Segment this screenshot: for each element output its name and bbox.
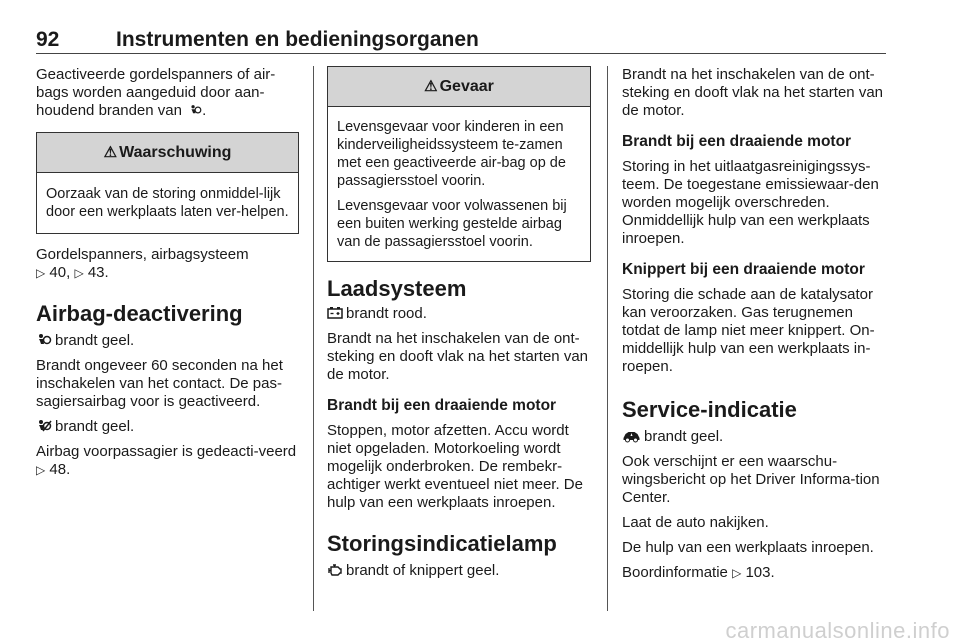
car-service-icon	[622, 429, 641, 443]
charging-paragraph: Brandt na het inschakelen van de ont-steking en dooft vlak na het starten van de motor.	[327, 330, 588, 383]
section-heading-service-indicatie: Service-indicatie	[622, 397, 797, 422]
column-1	[36, 66, 299, 479]
column-divider-1	[313, 66, 314, 611]
subheading-knippert-draaiende-motor: Knippert bij een draaiende motor	[622, 261, 865, 278]
reference-link-1[interactable]: 40	[49, 264, 67, 281]
page-number: 92	[36, 28, 60, 51]
airbag-off-indicator-icon	[36, 419, 52, 433]
reference-link-2[interactable]: 43	[87, 264, 105, 281]
header-divider	[36, 53, 886, 54]
airbag-paragraph-2: Airbag voorpassagier is gedeacti-veerd ▷ 48.	[36, 443, 297, 478]
engine-check-icon	[327, 563, 343, 577]
reference-arrow-icon: ▷	[732, 566, 742, 580]
danger-text-2: Levensgevaar voor volwassenen bij een buiten werking gestelde airbag van de passagiersstoel voorin.	[337, 198, 567, 250]
engine-lamp-paragraph: Brandt na het inschakelen van de ont-steking en dooft vlak na het starten van de motor.	[622, 66, 883, 119]
engine-status-line: brandt of knippert geel.	[327, 562, 591, 580]
emission-paragraph: Storing in het uitlaatgasreinigingssys-teem. De toegestane emissiewaar-den worden mogelijk overschreden. Onmiddellijk hulp van een werkplaats inroepen.	[622, 158, 879, 247]
column-3	[622, 66, 888, 582]
reference-arrow-icon: ▷	[36, 463, 46, 477]
service-paragraph-1: Ook verschijnt er een waarschu-wingsbericht op het Driver Informa-tion Center.	[622, 453, 880, 506]
section-heading-airbag-deactivering: Airbag-deactivering	[36, 301, 243, 326]
airbag-paragraph-1: Brandt ongeveer 60 seconden na het inschakelen van het contact. De pas-sagiersairbag voor is geactiveerd.	[36, 357, 283, 410]
battery-icon	[327, 306, 343, 320]
subheading-brandt-draaiende-motor: Brandt bij een draaiende motor	[622, 133, 852, 150]
reference-link-4[interactable]: 103	[745, 564, 771, 581]
battery-status-line: brandt rood.	[327, 305, 591, 323]
airbag-indicator-icon	[36, 333, 52, 347]
warning-triangle-icon: ⚠	[424, 78, 438, 95]
subheading-draaiende-motor: Brandt bij een draaiende motor	[327, 397, 557, 414]
service-status-line: brandt geel.	[622, 428, 888, 446]
reference-arrow-icon: ▷	[36, 266, 46, 280]
danger-box-header: ⚠ Gevaar	[328, 67, 590, 107]
page-header	[36, 28, 886, 54]
watermark: carmanualsonline.info	[725, 618, 950, 643]
warning-triangle-icon: ⚠	[103, 144, 118, 161]
danger-box	[327, 66, 591, 262]
warning-text: Oorzaak van de storing onmiddel-lijk door een werkplaats laten ver-helpen.	[46, 186, 289, 220]
airbag-indicator-icon	[189, 103, 202, 117]
service-paragraph-2: Laat de auto nakijken.	[622, 514, 769, 531]
page-title: Instrumenten en bedieningsorganen	[116, 28, 479, 51]
column-divider-2	[607, 66, 608, 611]
section-heading-laadsysteem: Laadsysteem	[327, 276, 467, 301]
service-paragraph-4: Boordinformatie ▷ 103.	[622, 564, 775, 581]
warning-box-header: ⚠ Waarschuwing	[37, 133, 298, 173]
reference-arrow-icon: ▷	[74, 266, 84, 280]
reference-links: ▷ 40, ▷ 43.	[36, 264, 109, 281]
danger-text-1: Levensgevaar voor kinderen in een kinderveiligheidssysteem te-zamen met een geactiveerde air-bag op de passagiersstoel voorin.	[337, 119, 566, 189]
airbag-off-status-line: brandt geel.	[36, 418, 299, 436]
catalyst-paragraph: Storing die schade aan de katalysator kan veroorzaken. Gas terugnemen totdat de lamp niet meer knippert. On-middellijk hulp van een werkplaats in-roepen.	[622, 286, 875, 375]
reference-label: Gordelspanners, airbagsysteem	[36, 246, 249, 263]
airbag-status-line: brandt geel.	[36, 332, 299, 350]
column-2	[327, 66, 591, 580]
section-heading-storingsindicatielamp: Storingsindicatielamp	[327, 531, 557, 556]
service-paragraph-3: De hulp van een werkplaats inroepen.	[622, 539, 874, 556]
warning-box	[36, 132, 299, 234]
charging-running-paragraph: Stoppen, motor afzetten. Accu wordt niet opgeladen. Motorkoeling wordt mogelijk onderbroken. De rembekr-achtiger werkt eventueel niet meer. De hulp van een werkplaats inroepen.	[327, 422, 583, 511]
intro-paragraph: Geactiveerde gordelspanners of air-bags worden aangeduid door aan-houdend branden van .	[36, 66, 276, 119]
reference-link-3[interactable]: 48	[49, 461, 67, 478]
